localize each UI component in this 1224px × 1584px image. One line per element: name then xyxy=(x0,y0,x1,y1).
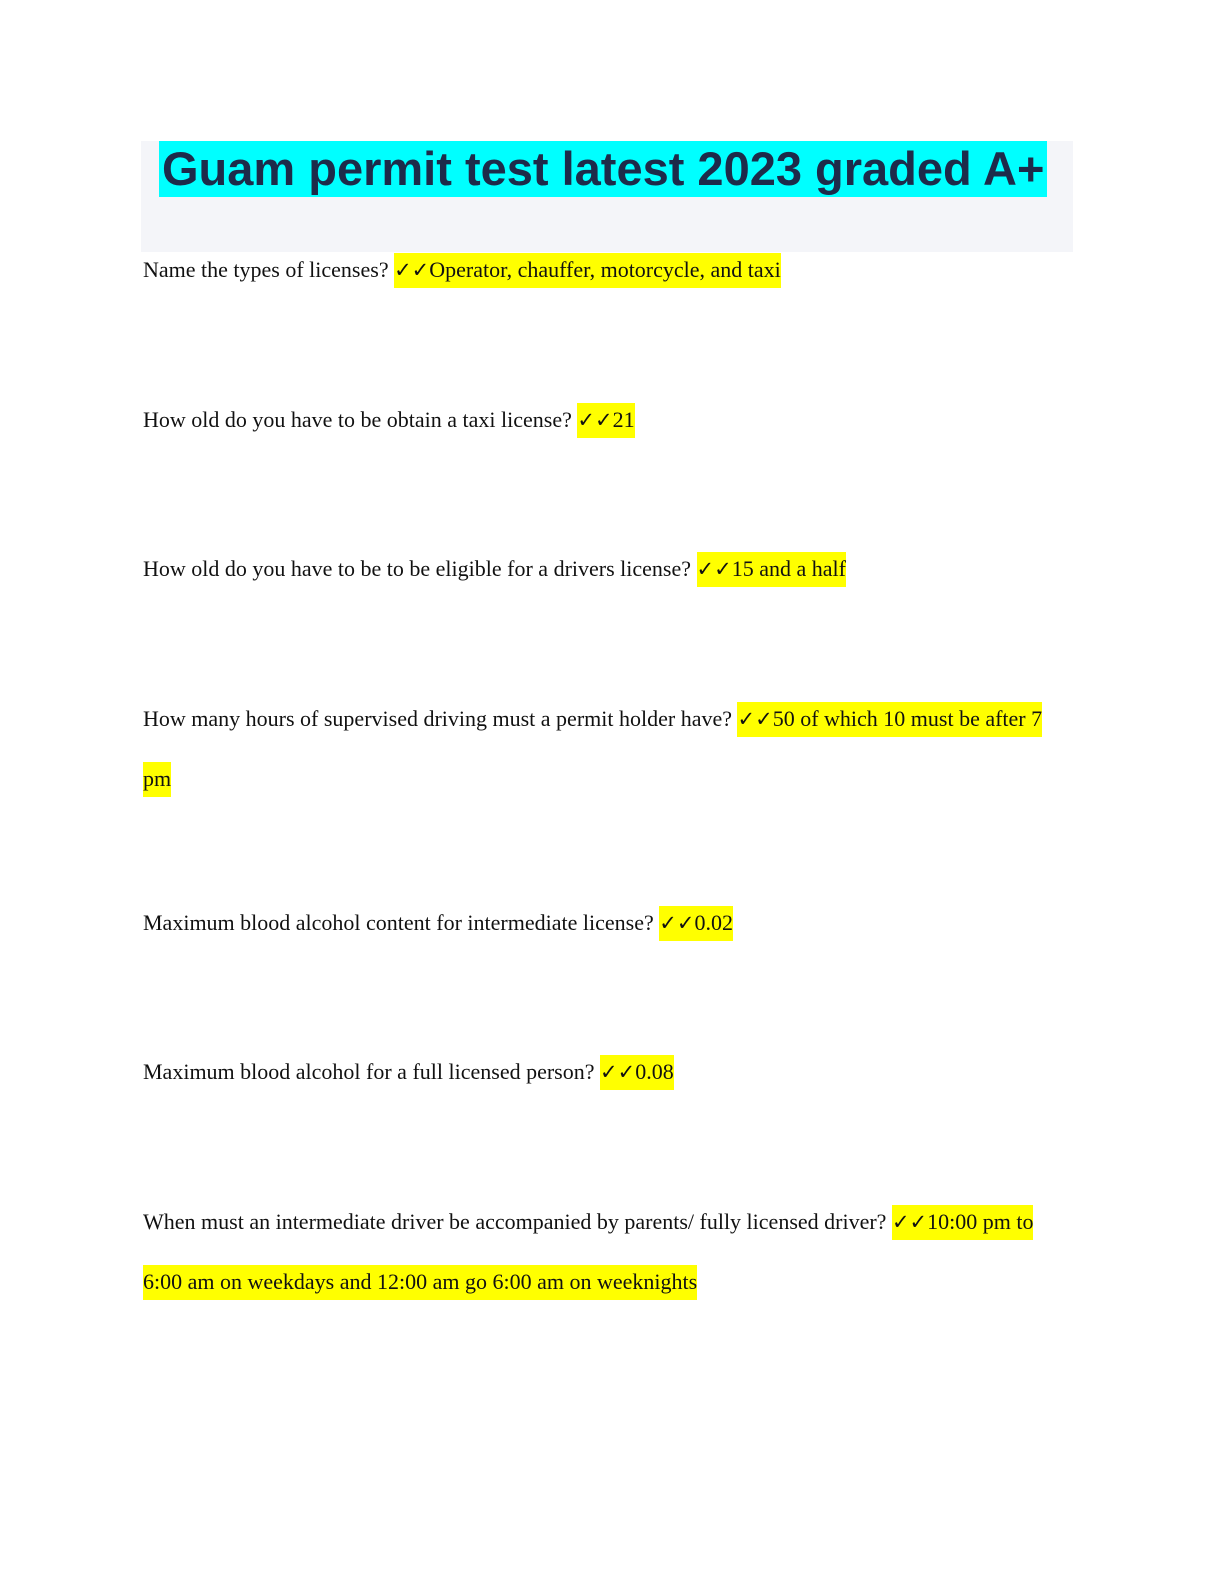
answer-highlight xyxy=(577,403,634,438)
question-text: Maximum blood alcohol for a full licensed person? xyxy=(143,1059,595,1084)
check-mark-icon: ✓✓ xyxy=(891,1210,928,1234)
answer-text: 10:00 pm to 6:00 am on weekdays and 12:00 am go 6:00 am on weeknights xyxy=(143,1209,1034,1294)
question-text: Name the types of licenses? xyxy=(143,257,389,282)
check-mark-icon: ✓✓ xyxy=(659,911,695,935)
qa-item xyxy=(143,893,1063,953)
qa-item xyxy=(143,539,1063,599)
qa-item xyxy=(143,1042,1063,1102)
check-mark-icon: ✓✓ xyxy=(696,557,732,581)
question-text: How old do you have to be to be eligible for a drivers license? xyxy=(143,556,692,581)
question-text: When must an intermediate driver be accompanied by parents/ fully licensed driver? xyxy=(143,1209,887,1234)
document-title: Guam permit test latest 2023 graded A+ xyxy=(159,141,1047,197)
question-text: How many hours of supervised driving must a permit holder have? xyxy=(143,706,732,731)
qa-item xyxy=(143,1192,1063,1311)
answer-highlight xyxy=(600,1055,674,1090)
check-mark-icon: ✓✓ xyxy=(577,408,613,432)
question-text: How old do you have to be obtain a taxi license? xyxy=(143,407,572,432)
qa-item xyxy=(143,390,1063,450)
answer-text: 0.08 xyxy=(635,1059,674,1084)
title-band xyxy=(141,141,1073,252)
answer-highlight xyxy=(697,552,846,587)
check-mark-icon: ✓✓ xyxy=(394,258,430,282)
qa-item xyxy=(143,240,1063,300)
answer-text: 15 and a half xyxy=(731,556,846,581)
qa-item xyxy=(143,689,1063,808)
answer-text: Operator, chauffer, motorcycle, and taxi xyxy=(429,257,781,282)
answer-text: 0.02 xyxy=(694,910,733,935)
answer-text: 21 xyxy=(612,407,635,432)
check-mark-icon: ✓✓ xyxy=(600,1060,636,1084)
answer-text: 50 of which 10 must be after 7 pm xyxy=(143,706,1043,791)
answer-highlight xyxy=(394,253,781,288)
question-text: Maximum blood alcohol content for intermediate license? xyxy=(143,910,654,935)
answer-highlight xyxy=(659,906,733,941)
check-mark-icon: ✓✓ xyxy=(737,707,773,731)
